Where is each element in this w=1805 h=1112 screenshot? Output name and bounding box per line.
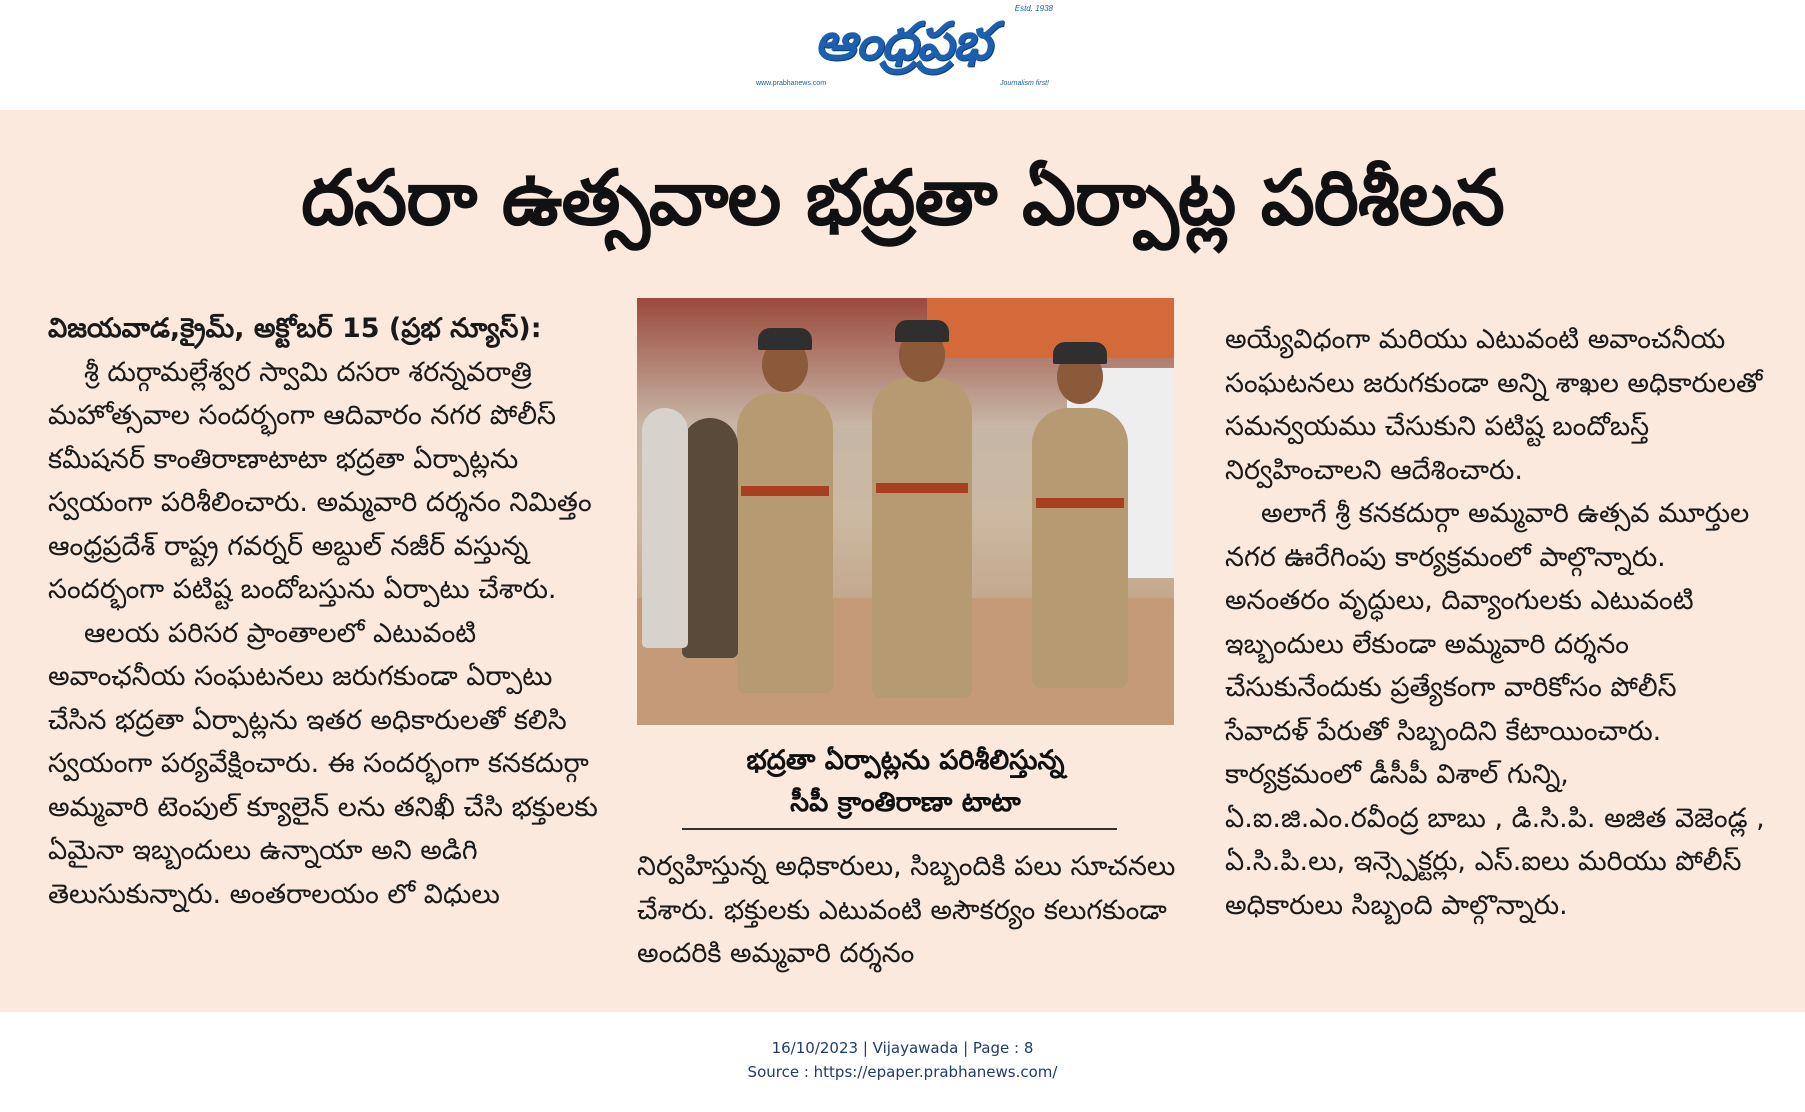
logo-wordmark: ఆంధ్రప్రభ	[814, 12, 991, 72]
paragraph: అలాగే శ్రీ కనకదుర్గా అమ్మవారి ఉత్సవ మూర్తుల నగర ఊరేగింపు కార్యక్రమంలో పాల్గొన్నారు. అనంతరం వృద్ధులు, దివ్యాంగులకు ఎటువంటి ఇబ్బందులు లేకుండా అమ్మవారి దర్శనం చేసుకునేందుకు ప్రత్యేకంగా వారికోసం పోలీస్ సేవాదళ్ పేరుతో సిబ్బందిని కేటాయించారు. కార్యక్రమంలో డీసీపీ విశాల్ గున్ని, ఏ.ఐ.జి.ఎం.రవీంద్ర బాబు , డి.సి.పి. అజిత వెజెండ్ల , ఏ.సి.పి.లు, ఇన్స్పెక్టర్లు, ఎస్.ఐలు మరియు పోలీస్ అధికారులు సిబ్బంది పాల్గొన్నారు.	[1225, 498, 1765, 921]
photo-bystander	[682, 418, 738, 658]
logo-website: www.prabhanews.com	[756, 80, 827, 87]
photo-officer-cap	[758, 328, 812, 350]
photo-officer-belt	[741, 486, 829, 496]
photo-caption	[637, 740, 1174, 824]
headline: దసరా ఉత్సవాల భద్రతా ఏర్పాట్ల పరిశీలన	[301, 153, 1504, 242]
paragraph: శ్రీ దుర్గామల్లేశ్వర స్వామి దసరా శరన్నవరాత్రి మహోత్సవాల సందర్భంగా ఆదివారం నగర పోలీస్ కమీషనర్ కాంతిరాణాటాటా భద్రతా ఏర్పాట్లను స్వయంగా పరిశీలించారు. అమ్మవారి దర్శనం నిమిత్తం ఆంధ్రప్రదేశ్ రాష్ట్ర గవర్నర్ అబ్దుల్ నజీర్ వస్తున్న సందర్భంగా పటిష్ట బందోబస్తును ఏర్పాటు చేశారు.	[48, 356, 592, 605]
paragraph: ఆలయ పరిసర ప్రాంతాలలో ఎటువంటి అవాంఛనీయ సంఘటనలు జరుగకుండా ఏర్పాటు చేసిన భద్రతా ఏర్పాట్లను ఇతర అధికారులతో కలిసి స్వయంగా పర్యవేక్షించారు. ఈ సందర్భంగా కనకదుర్గా అమ్మవారి టెంపుల్ క్యూలైన్ లను తనిఖీ చేసి భక్తులకు ఏమైనా ఇబ్బందులు ఉన్నాయా అని అడిగి తెలుసుకున్నారు. అంతరాలయం లో విధులు	[48, 617, 598, 910]
news-clipping	[0, 110, 1805, 1012]
photo-caption-line-1: భద్రతా ఏర్పాట్లను పరిశీలిస్తున్న	[746, 745, 1065, 776]
photo-officer-cap	[895, 320, 949, 342]
photo-caption-line-2: సీపీ క్రాంతిరాణా టాటా	[790, 787, 1021, 818]
article-photo	[637, 298, 1174, 725]
footer-edition-info: 16/10/2023 | Vijayawada | Page : 8	[771, 1039, 1034, 1057]
footer-source: Source : https://epaper.prabhanews.com/	[747, 1063, 1058, 1081]
dateline: విజయవాడ,క్రైమ్, అక్టోబర్ 15 (ప్రభ న్యూస్):	[48, 313, 542, 344]
photo-officer	[872, 378, 972, 698]
photo-canopy	[927, 298, 1174, 358]
paragraph: అయ్యేవిధంగా మరియు ఎటువంటి అవాంచనీయ సంఘటనలు జరుగకుండా అన్ని శాఖల అధికారులతో సమన్వయము చేసుకుని పటిష్ట బందోబస్త్ నిర్వహించాలని ఆదేశించారు.	[1225, 324, 1763, 486]
newspaper-logo	[750, 4, 1055, 96]
photo-officer-cap	[1053, 342, 1107, 364]
logo-estd: Estd. 1938	[1014, 4, 1053, 13]
photo-officer	[1032, 408, 1128, 688]
logo-tagline: Journalism first!	[999, 80, 1049, 87]
masthead	[0, 0, 1805, 108]
page-footer	[0, 1036, 1805, 1084]
paragraph: నిర్వహిస్తున్న అధికారులు, సిబ్బందికి పలు సూచనలు చేశారు. భక్తులకు ఎటువంటి అసౌకర్యం కలుగకుండా అందరికి అమ్మవారి దర్శనం	[637, 851, 1176, 969]
photo-officer-belt	[876, 483, 968, 493]
photo-officer	[737, 393, 833, 693]
article-column-3	[1225, 318, 1765, 927]
photo-bystander	[642, 408, 688, 648]
article-column-1	[48, 307, 608, 916]
photo-officer-belt	[1036, 498, 1124, 508]
article-column-2	[637, 845, 1192, 976]
caption-divider	[682, 828, 1117, 830]
